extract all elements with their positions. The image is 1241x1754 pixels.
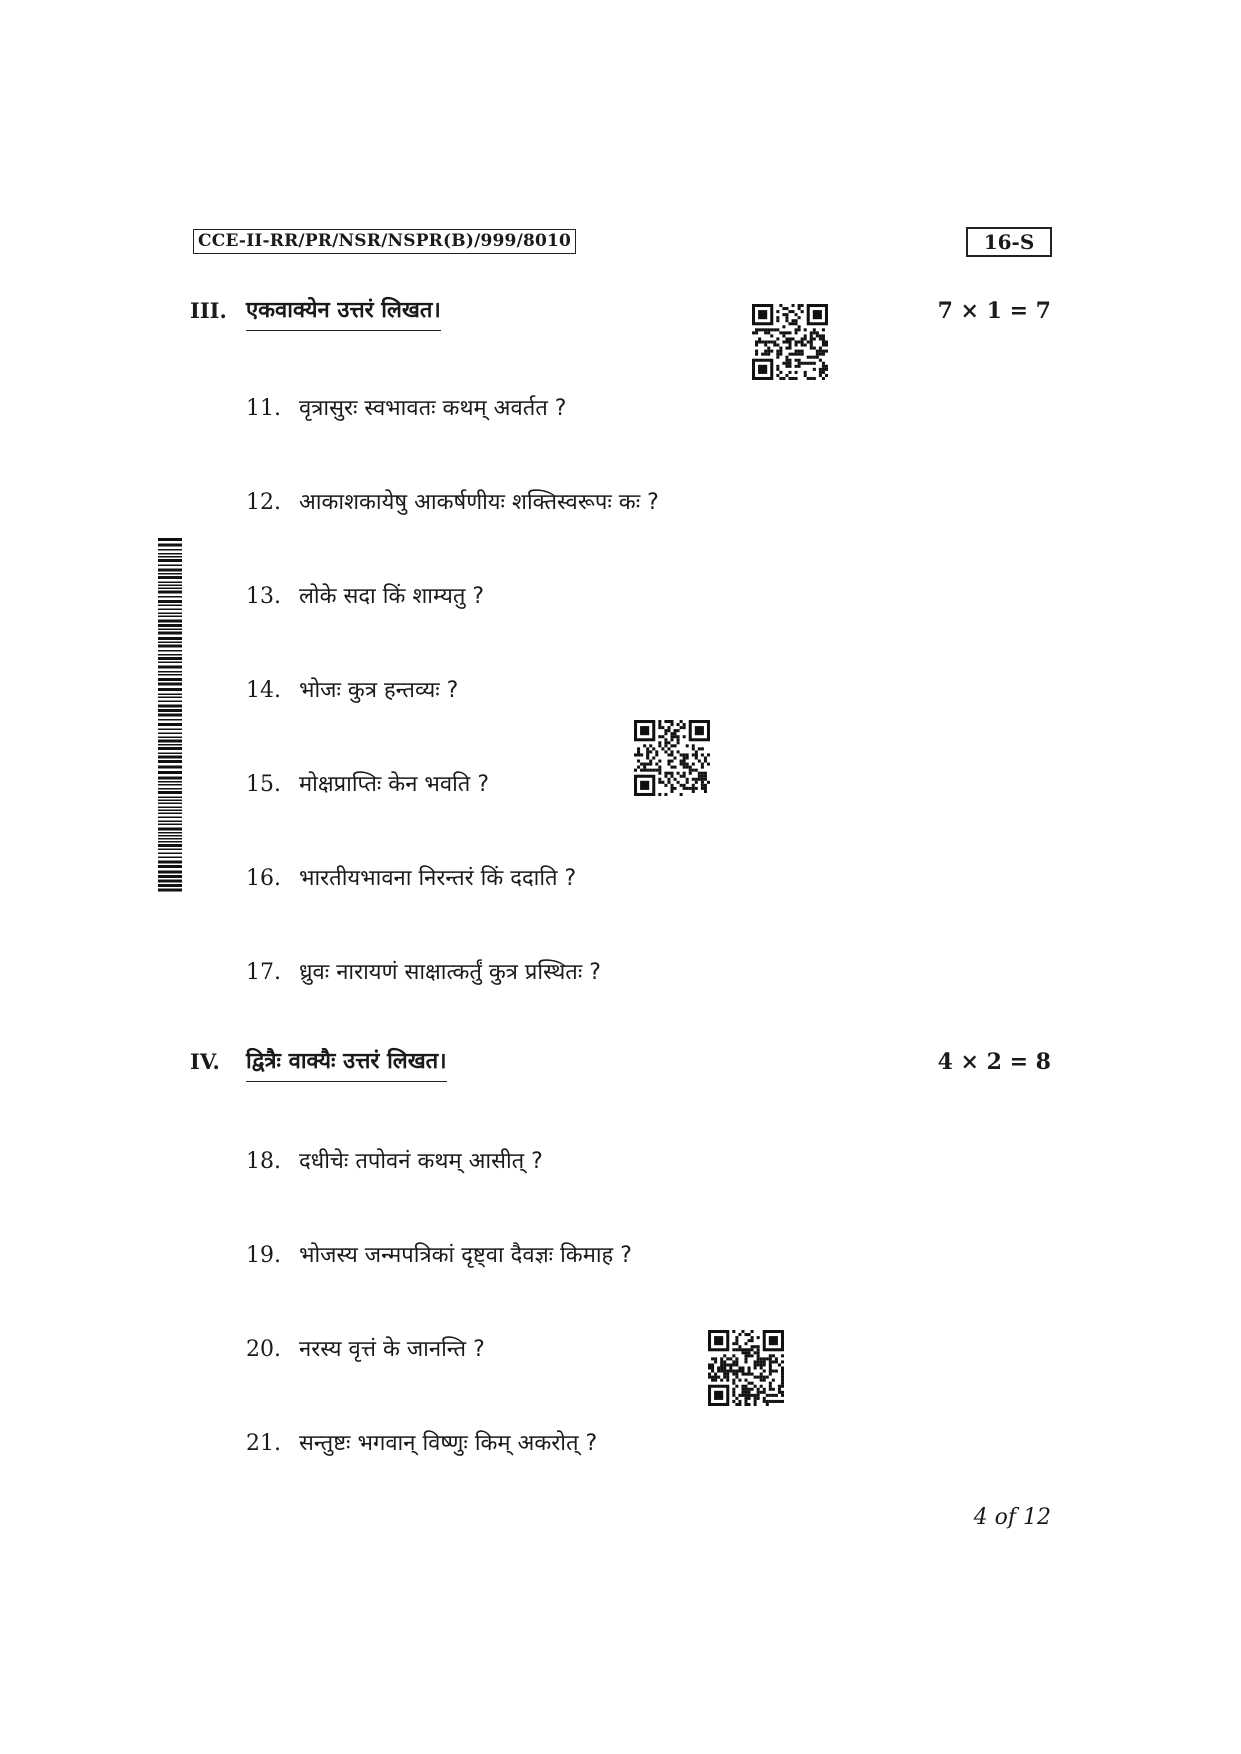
question-item (246, 1145, 543, 1175)
question-number: 18. (246, 1149, 281, 1174)
question-text: सन्तुष्टः भगवान् विष्णुः किम् अकरोत् ? (299, 1431, 598, 1456)
question-number: 12. (246, 490, 281, 515)
question-number: 21. (246, 1431, 281, 1456)
question-number: 11. (246, 396, 281, 421)
question-number: 19. (246, 1243, 281, 1268)
page-number: 4 of 12 (973, 1505, 1051, 1530)
question-number: 15. (246, 772, 281, 797)
question-text: नरस्य वृत्तं के जानन्ति ? (299, 1337, 485, 1362)
question-number: 20. (246, 1337, 281, 1362)
question-item (246, 768, 489, 798)
question-item (246, 956, 601, 986)
question-text: लोके सदा किं शाम्यतु ? (299, 584, 485, 609)
question-text: आकाशकायेषु आकर्षणीयः शक्तिस्वरूपः कः ? (299, 490, 659, 515)
qr-code-icon (708, 1330, 784, 1406)
paper-id-badge: 16-S (966, 227, 1052, 257)
question-item (246, 392, 566, 422)
question-number: 17. (246, 960, 281, 985)
question-text: भोजः कुत्र हन्तव्यः ? (299, 678, 459, 703)
section-title: द्वित्रैः वाक्यैः उत्तरं लिखत। (246, 1045, 447, 1082)
question-number: 14. (246, 678, 281, 703)
question-text: दधीचेः तपोवनं कथम् आसीत् ? (299, 1149, 543, 1174)
paper-code: CCE-II-RR/PR/NSR/NSPR(B)/999/8010 (193, 229, 576, 254)
question-item (246, 486, 659, 516)
question-item (246, 674, 458, 704)
question-item (246, 1427, 597, 1457)
section-number: IV. (190, 1049, 220, 1074)
question-text: भारतीयभावना निरन्तरं किं ददाति ? (299, 866, 577, 891)
question-text: वृत्रासुरः स्वभावतः कथम् अवर्तत ? (299, 396, 567, 421)
question-number: 13. (246, 584, 281, 609)
question-item (246, 1333, 485, 1363)
question-number: 16. (246, 866, 281, 891)
question-text: भोजस्य जन्मपत्रिकां दृष्ट्वा दैवज्ञः किमाह ? (299, 1243, 632, 1268)
section-number: III. (190, 298, 227, 323)
question-text: मोक्षप्राप्तिः केन भवति ? (299, 772, 490, 797)
section-marks: 7 × 1 = 7 (937, 298, 1051, 324)
question-item (246, 862, 576, 892)
qr-code-icon (752, 304, 828, 380)
section-title: एकवाक्येन उत्तरं लिखत। (246, 294, 441, 331)
barcode-icon (158, 538, 182, 896)
question-item (246, 580, 484, 610)
qr-code-icon (634, 720, 710, 796)
section-marks: 4 × 2 = 8 (937, 1049, 1051, 1075)
question-text: ध्रुवः नारायणं साक्षात्कर्तुं कुत्र प्रस्थितः ? (299, 960, 601, 985)
question-item (246, 1239, 632, 1269)
